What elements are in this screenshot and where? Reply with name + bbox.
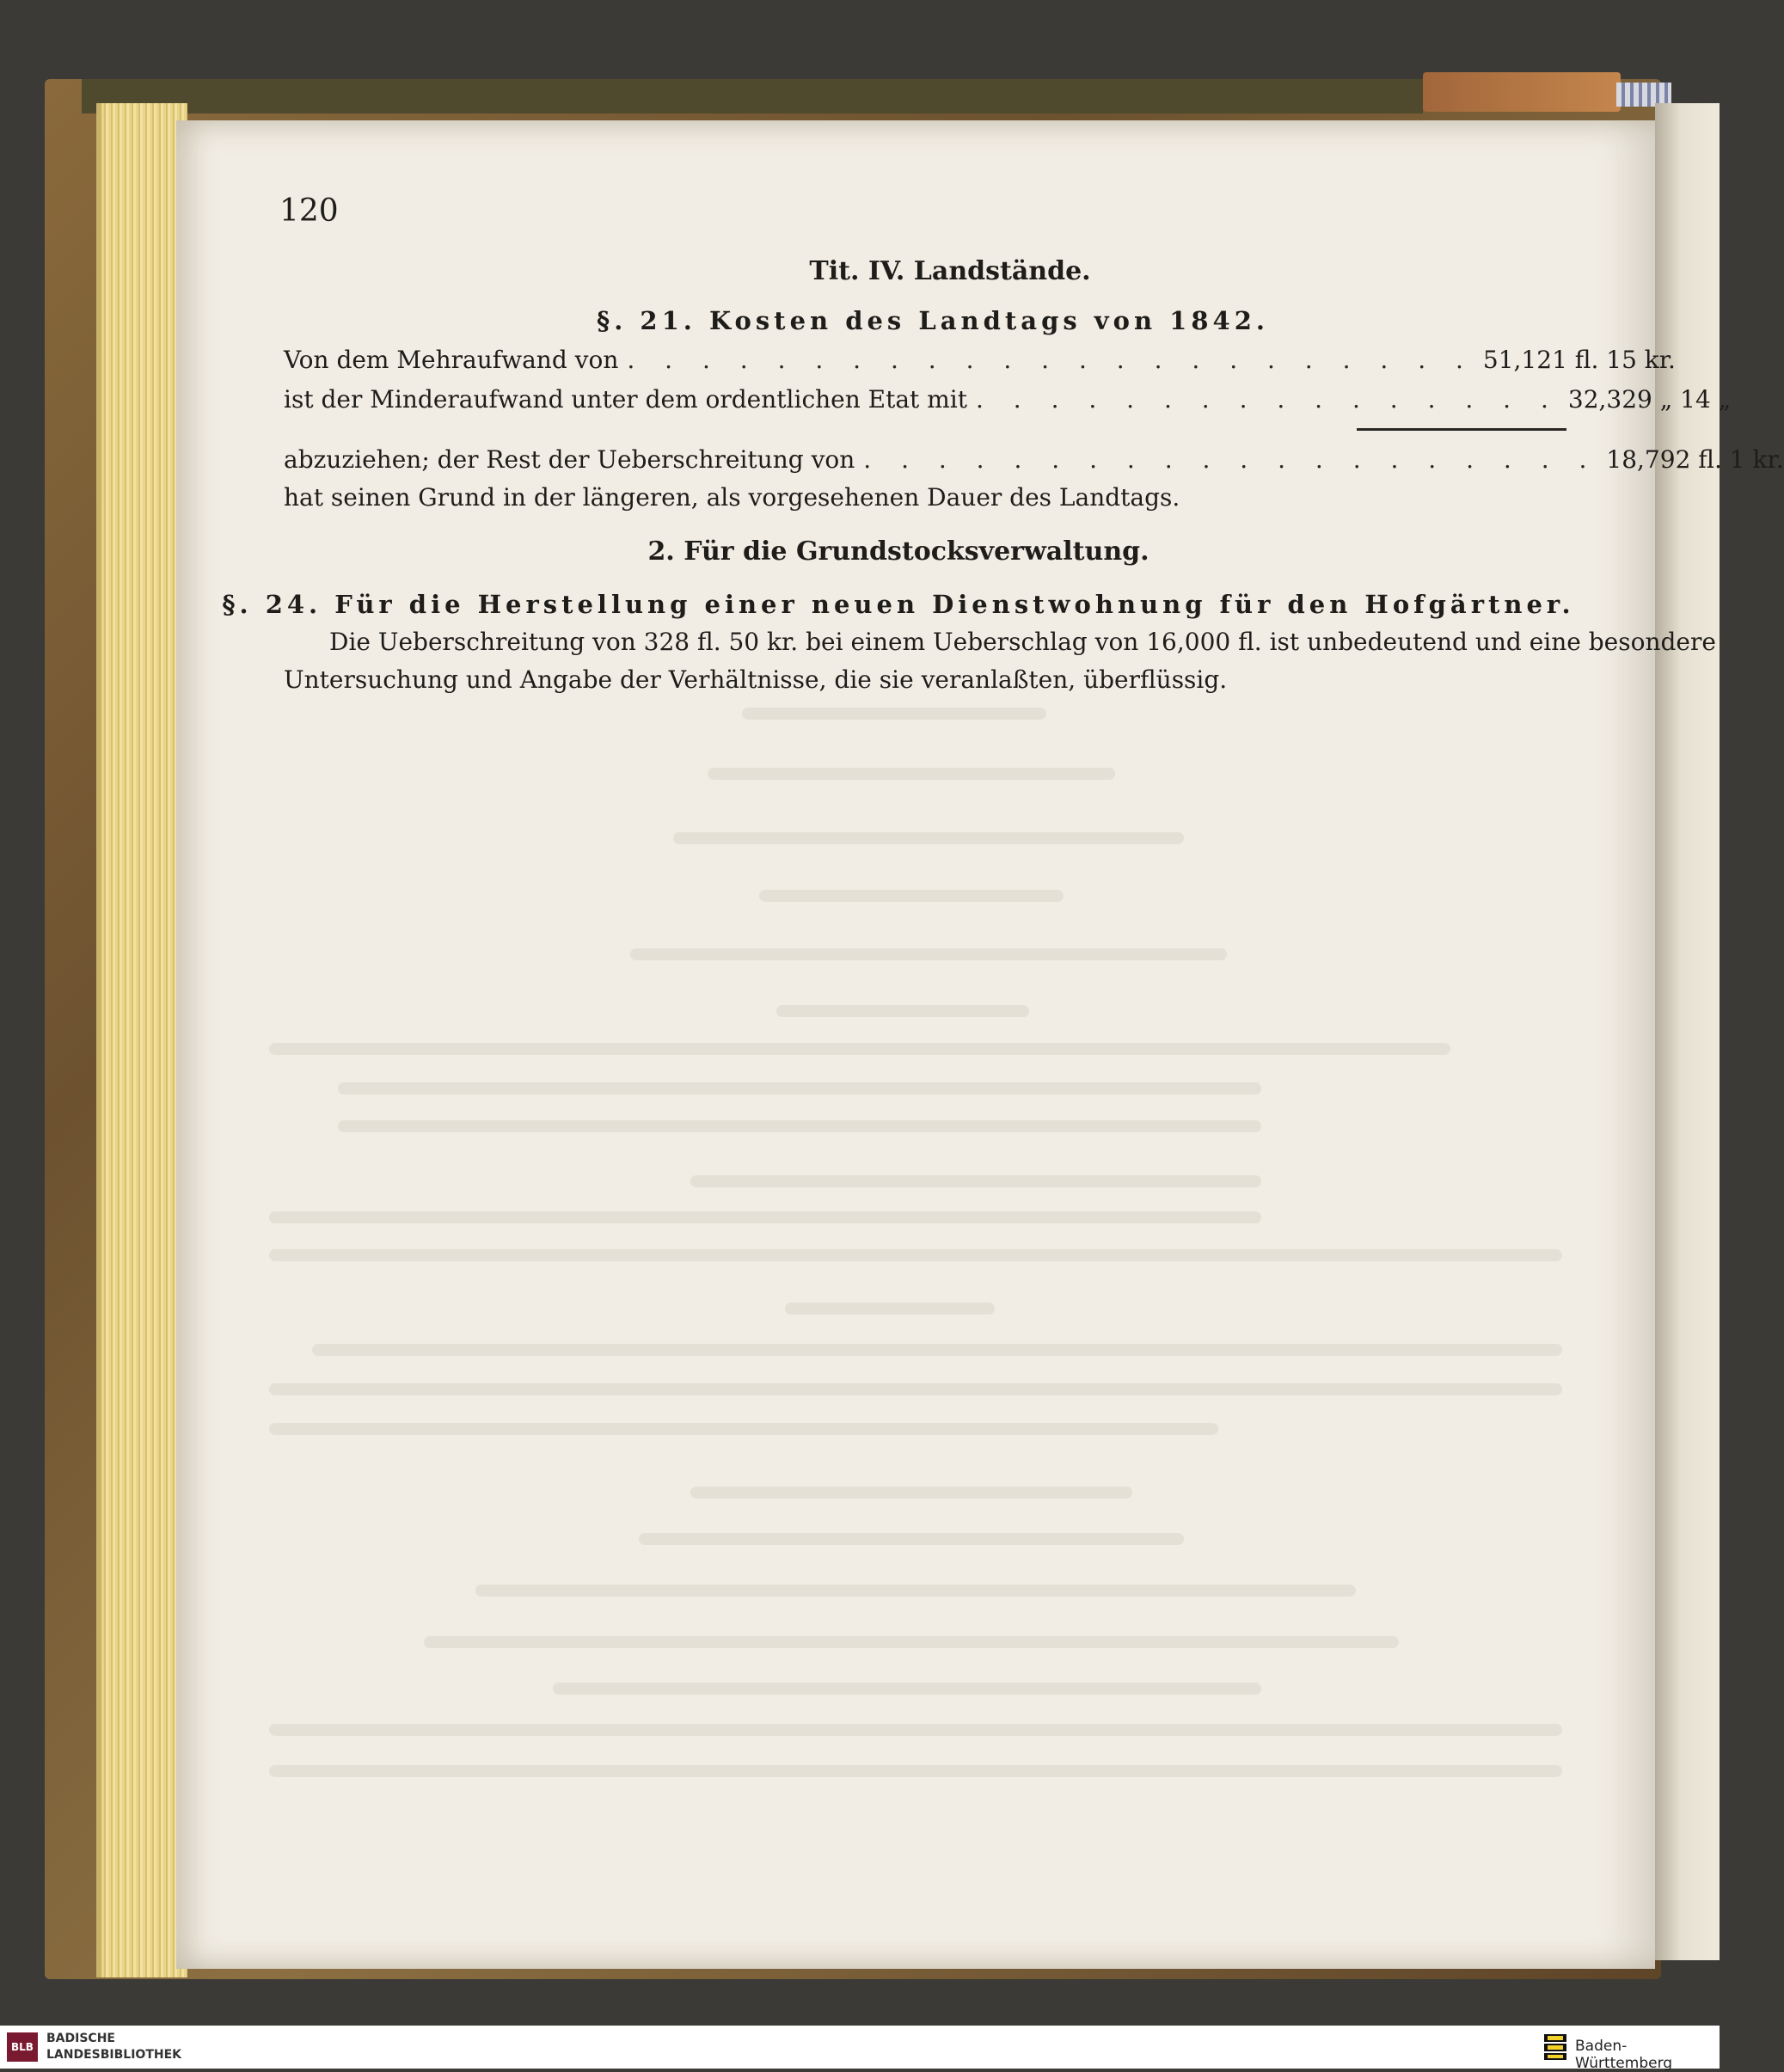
- row-amount: 32,329 „ 14 „: [1567, 385, 1732, 414]
- library-name-line-1: BADISCHE: [46, 2032, 115, 2045]
- baden-wuerttemberg-lion-icon[interactable]: [1542, 2032, 1568, 2062]
- amount-row: [284, 346, 1676, 380]
- leader-dots: . . . . . . . . . . . . . . . . . . . . . . .: [627, 346, 1474, 374]
- blb-logo[interactable]: BLB: [7, 2032, 38, 2062]
- amount-row: [284, 445, 1784, 480]
- row-label: ist der Minderaufwand unter dem ordentlichen Etat mit: [284, 385, 967, 414]
- row-amount: 51,121 fl. 15 kr.: [1482, 346, 1676, 374]
- section-24-heading: §. 24. Für die Herstellung einer neuen Dienstwohnung für den Hofgärtner.: [222, 590, 1575, 619]
- leader-dots: . . . . . . . . . . . . . . . . . . . .: [863, 445, 1598, 474]
- section-2-heading: 2. Für die Grundstocksverwaltung.: [647, 536, 1149, 567]
- library-name-line-2: LANDESBIBLIOTHEK: [46, 2048, 182, 2062]
- title-heading: Tit. IV. Landstände.: [809, 256, 1091, 286]
- sum-rule: [1357, 428, 1566, 431]
- page-edges: [96, 103, 187, 1977]
- row-amount: 18,792 fl. 1 kr.: [1606, 445, 1784, 474]
- row-label: Von dem Mehraufwand von: [284, 346, 619, 374]
- section-21-heading: §. 21. Kosten des Landtags von 1842.: [597, 306, 1269, 335]
- viewer-footer: [0, 2026, 1720, 2072]
- amount-row: [284, 385, 1732, 420]
- body-line-2: Untersuchung und Angabe der Verhältnisse, die sie veranlaßten, überflüssig.: [284, 665, 1228, 694]
- library-name: [46, 2031, 181, 2063]
- facing-page-edge: [1655, 103, 1720, 1960]
- state-name[interactable]: Baden-Württemberg: [1575, 2038, 1673, 2072]
- reason-line: hat seinen Grund in der längeren, als vorgesehenen Dauer des Landtags.: [284, 483, 1180, 512]
- body-line-1: Die Ueberschreitung von 328 fl. 50 kr. bei einem Ueberschlag von 16,000 fl. ist unbedeutend und eine besondere: [329, 628, 1716, 656]
- cover-top-band: [82, 79, 1423, 113]
- leader-dots: . . . . . . . . . . . . . . . .: [975, 385, 1560, 414]
- cover-corner: [1423, 72, 1621, 112]
- row-label: abzuziehen; der Rest der Ueberschreitung von: [284, 445, 855, 474]
- page-number: 120: [279, 193, 339, 229]
